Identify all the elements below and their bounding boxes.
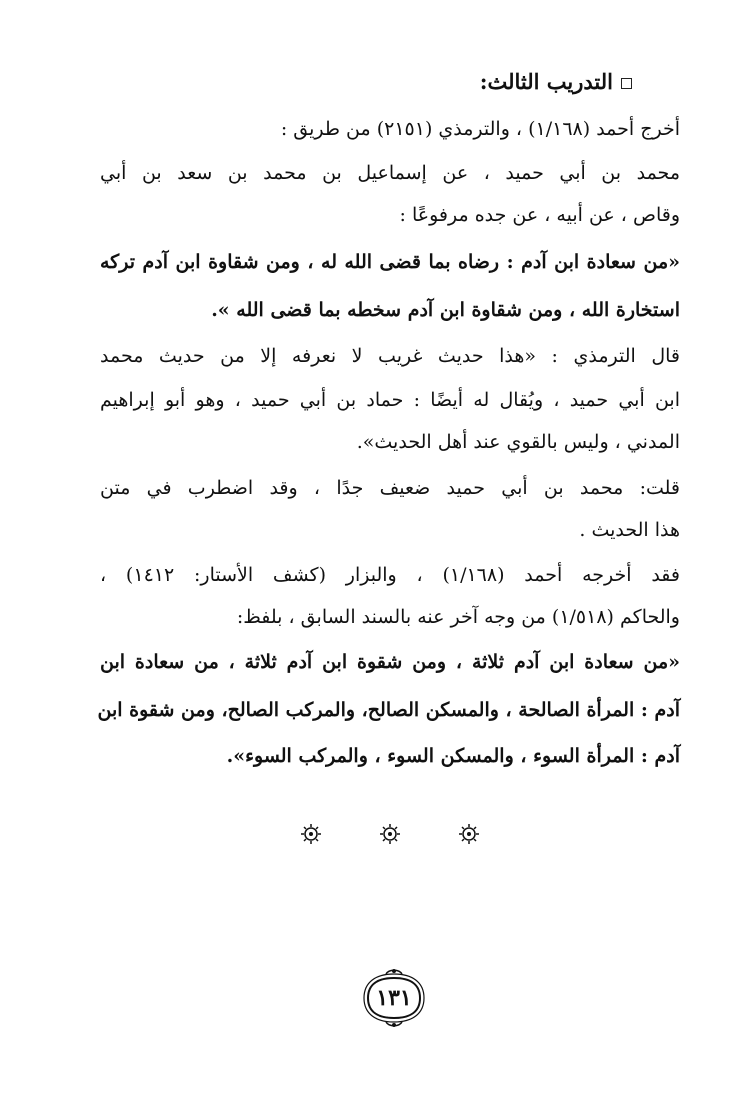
text-line: وقاص ، عن أبيه ، عن جده مرفوعًا :: [399, 204, 680, 226]
flower-ornament-icon: [379, 823, 401, 845]
text-line: والحاكم (١/٥١٨) من وجه آخر عنه بالسند السابق ، بلفظ:: [236, 606, 680, 628]
hadith-line: آدم : المرأة السوء ، والمسكن السوء ، والمركب السوء».: [226, 745, 680, 767]
section-divider: [300, 823, 480, 853]
text-line: فقد أخرجه أحمد (١/١٦٨) ، والبزار (كشف الأستار: ١٤١٢) ،: [100, 564, 680, 586]
text-line: قلت: محمد بن أبي حميد ضعيف جدًا ، وقد اضطرب في متن: [100, 477, 680, 499]
text-line: أخرج أحمد (١/١٦٨) ، والترمذي (٢١٥١) من طريق :: [280, 118, 680, 140]
hadith-line: «من سعادة ابن آدم ثلاثة ، ومن شقوة ابن آدم ثلاثة ، من سعادة ابن: [100, 651, 680, 673]
hadith-line: آدم : المرأة الصالحة ، والمسكن الصالح، والمركب الصالح، ومن شقوة ابن: [97, 699, 680, 721]
text-line: المدني ، وليس بالقوي عند أهل الحديث».: [356, 431, 680, 453]
flower-ornament-icon: [458, 823, 480, 845]
page-number-frame: [354, 968, 434, 1028]
square-bullet-icon: [621, 78, 632, 89]
text-line: قال الترمذي : «هذا حديث غريب لا نعرفه إلا من حديث محمد: [100, 345, 680, 367]
hadith-line: استخارة الله ، ومن شقاوة ابن آدم سخطه بما قضى الله ».: [211, 299, 680, 321]
hadith-line: «من سعادة ابن آدم : رضاه بما قضى الله له ، ومن شقاوة ابن آدم تركه: [100, 251, 680, 273]
section-heading: [480, 66, 632, 98]
heading-title: التدريب الثالث:: [479, 69, 613, 94]
text-line: هذا الحديث .: [579, 519, 680, 541]
page-number: ١٣١: [376, 985, 412, 1011]
flower-ornament-icon: [300, 823, 322, 845]
text-line: محمد بن أبي حميد ، عن إسماعيل بن محمد بن سعد بن أبي: [100, 162, 680, 184]
text-line: ابن أبي حميد ، ويُقال له أيضًا : حماد بن أبي حميد ، وهو أبو إبراهيم: [100, 389, 680, 411]
